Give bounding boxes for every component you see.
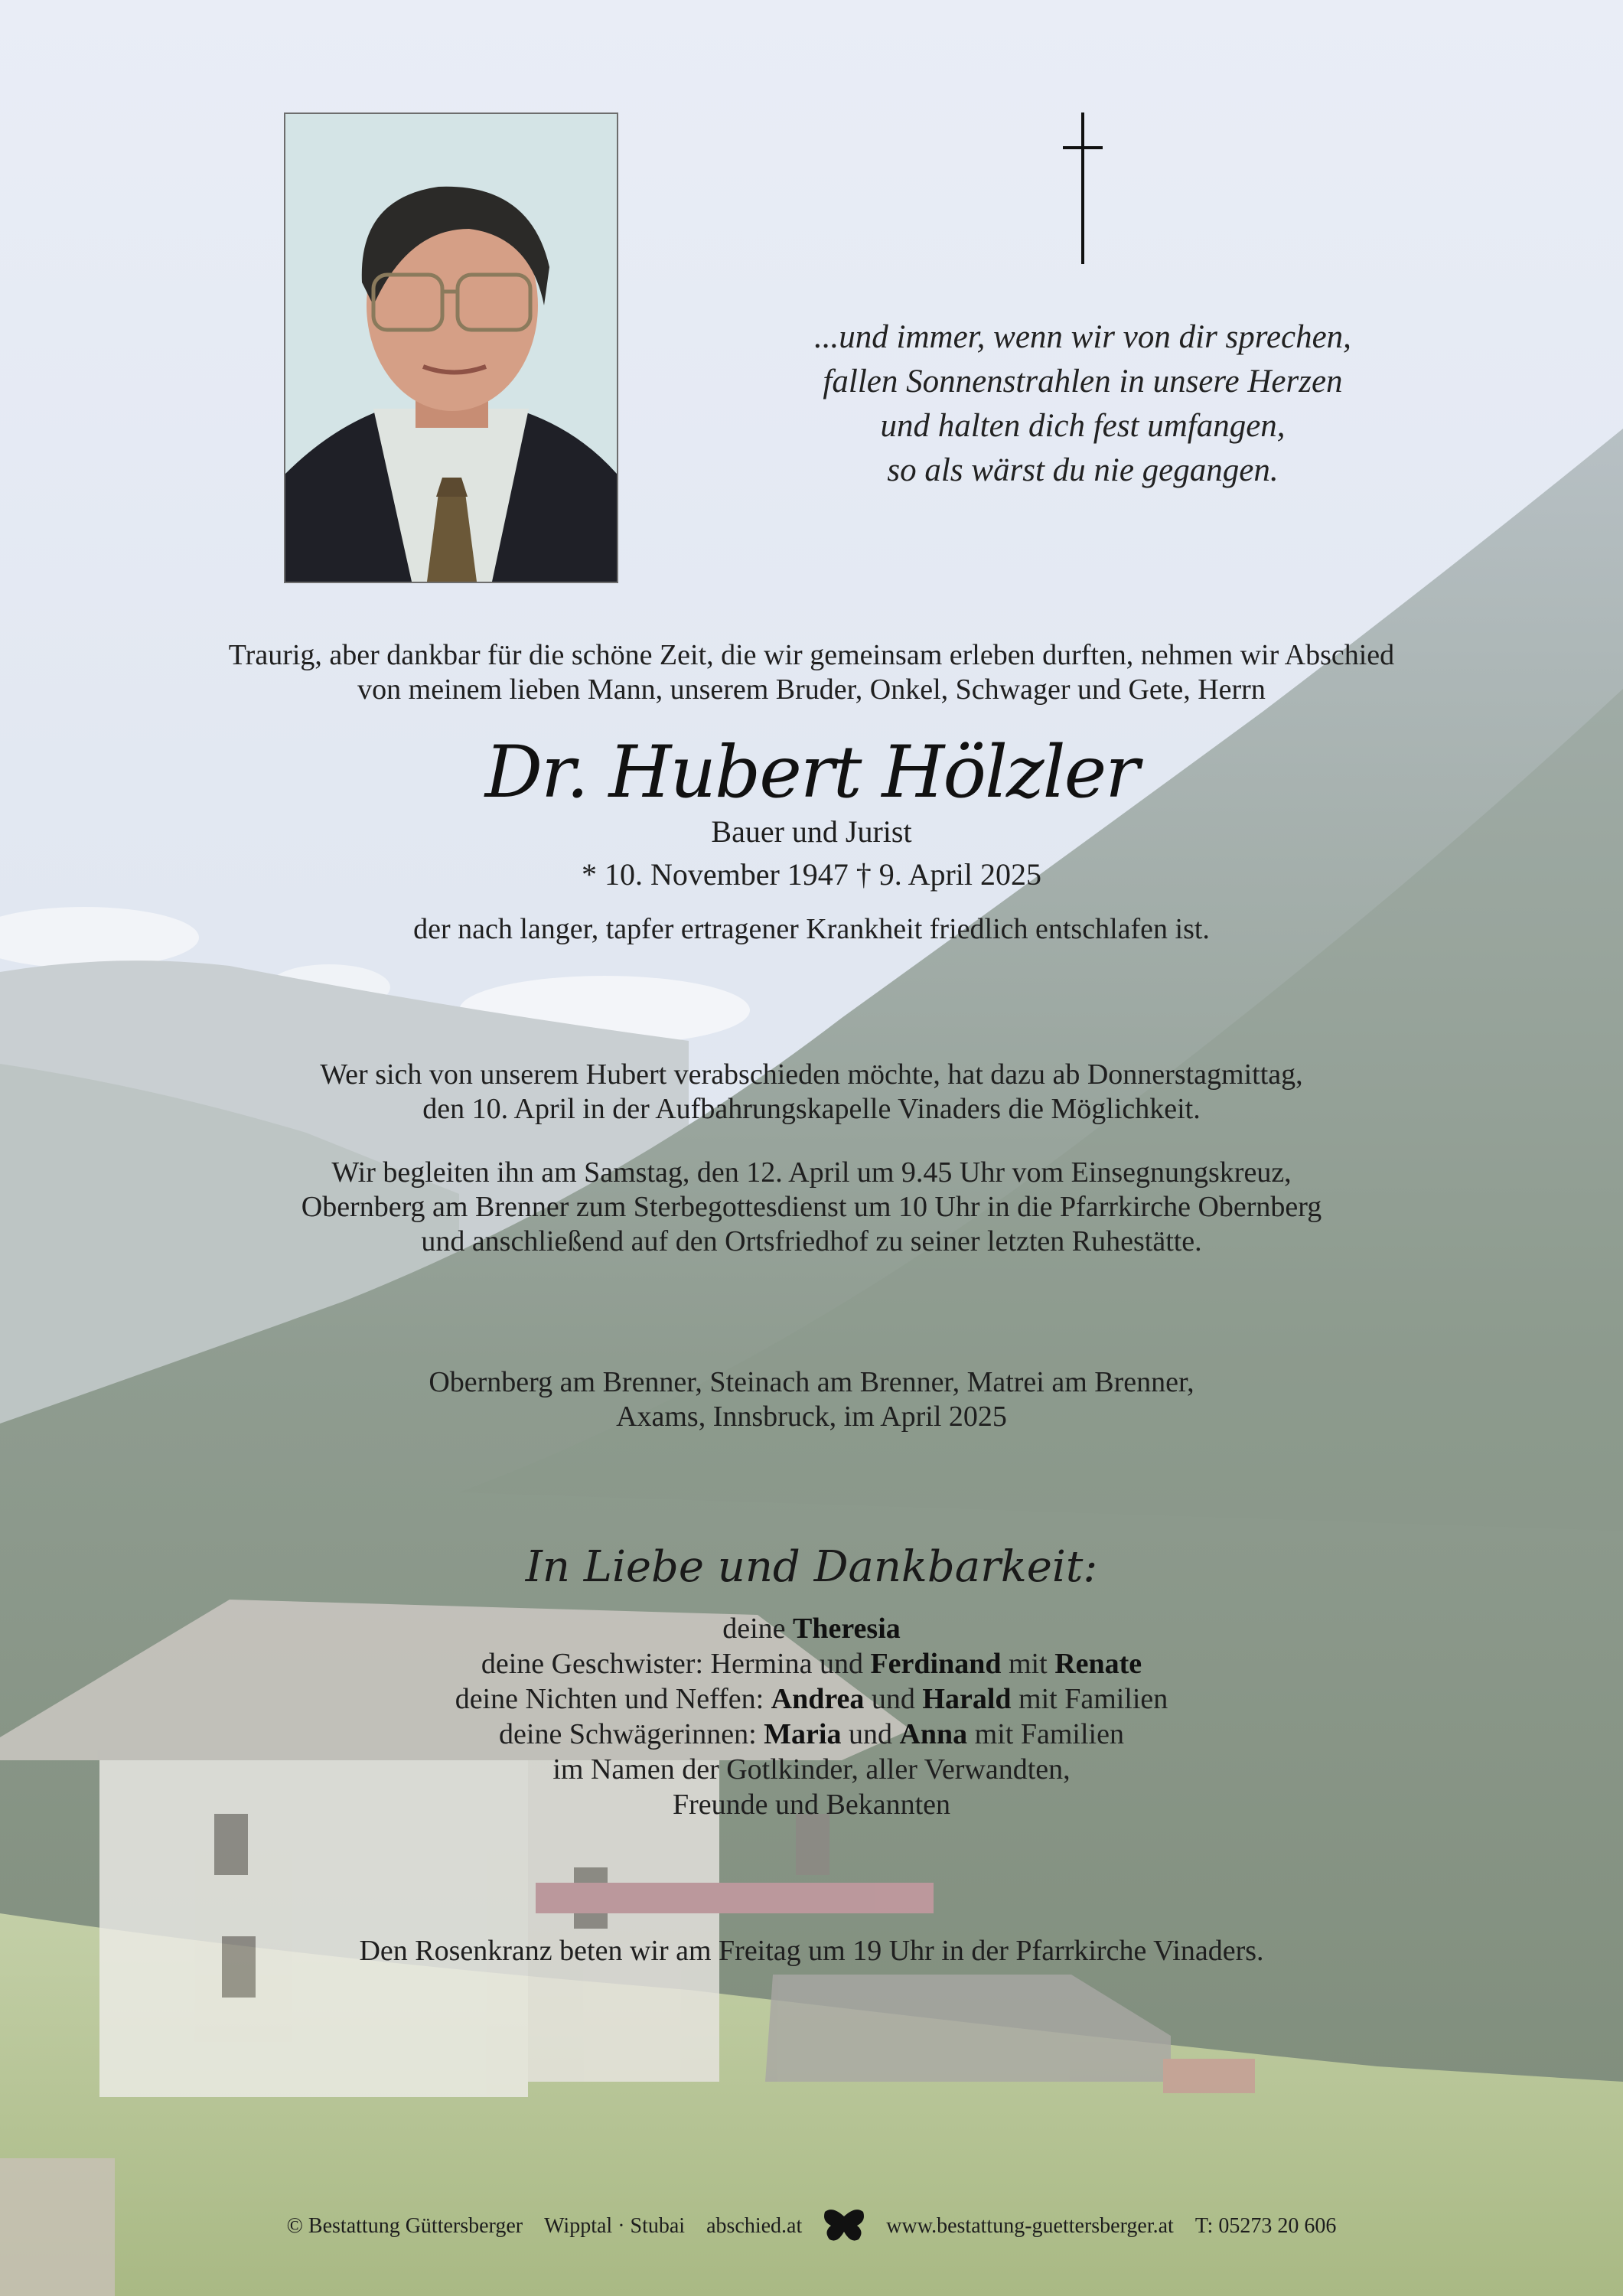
quote-line: fallen Sonnenstrahlen in unsere Herzen — [823, 364, 1343, 400]
mourner-line: deine Nichten und Neffen: Andrea und Harald mit Familien — [455, 1683, 1168, 1715]
profession: Bauer und Jurist — [711, 814, 912, 849]
mourner-line: im Namen der Gotlkinder, aller Verwandten, — [552, 1753, 1071, 1786]
intro-line: von meinem lieben Mann, unserem Bruder, Onkel, Schwager und Gete, Herrn — [357, 673, 1266, 706]
rosary-info: Den Rosenkranz beten wir am Freitag um 19 Uhr in der Pfarrkirche Vinaders. — [359, 1935, 1264, 1967]
places-and-date — [0, 1365, 1623, 1434]
intro-line: Traurig, aber dankbar für die schöne Zeit, die wir gemeinsam erleben durften, nehmen wir Abschied — [228, 639, 1395, 671]
butterfly-icon — [823, 2209, 865, 2244]
funeral-line: und anschließend auf den Ortsfriedhof zu seiner letzten Ruhestätte. — [421, 1225, 1202, 1257]
mourner-line: Freunde und Bekannten — [672, 1789, 951, 1821]
mourner-line: deine Geschwister: Hermina und Ferdinand mit Renate — [481, 1648, 1142, 1680]
funeral-line: Obernberg am Brenner zum Sterbegottesdienst um 10 Uhr in die Pfarrkirche Obernberg — [301, 1191, 1322, 1223]
deceased-name: Dr. Hubert Hölzler — [484, 731, 1139, 814]
viewing-info — [0, 1058, 1623, 1127]
footer — [0, 2209, 1623, 2244]
footer-region: Wipptal · Stubai — [544, 2214, 686, 2238]
intro-text — [0, 638, 1623, 707]
quote-line: ...und immer, wenn wir von dir sprechen, — [814, 319, 1351, 355]
quote-line: und halten dich fest umfangen, — [880, 408, 1286, 444]
mourners-list — [0, 1611, 1623, 1822]
funeral-line: Wir begleiten ihn am Samstag, den 12. April um 9.45 Uhr vom Einsegnungskreuz, — [331, 1156, 1292, 1189]
cross-icon — [1061, 113, 1104, 264]
footer-website[interactable]: www.bestattung-guettersberger.at — [886, 2214, 1174, 2238]
portrait-image — [285, 114, 617, 582]
places-line: Obernberg am Brenner, Steinach am Brenner, Matrei am Brenner, — [429, 1366, 1194, 1398]
footer-phone: T: 05273 20 606 — [1194, 2214, 1337, 2238]
life-dates: * 10. November 1947 † 9. April 2025 — [581, 857, 1042, 892]
footer-short-site[interactable]: abschied.at — [706, 2214, 803, 2238]
mourner-line: deine Schwägerinnen: Maria und Anna mit Familien — [499, 1718, 1124, 1750]
closing-heading: In Liebe und Dankbarkeit: — [525, 1542, 1098, 1592]
memorial-quote — [735, 315, 1431, 493]
portrait-photo — [284, 113, 618, 583]
quote-line: so als wärst du nie gegangen. — [887, 452, 1279, 488]
mourner-line: deine Theresia — [722, 1613, 901, 1645]
footer-copyright: © Bestattung Güttersberger — [286, 2214, 523, 2238]
viewing-line: Wer sich von unserem Hubert verabschieden möchte, hat dazu ab Donnerstagmittag, — [320, 1058, 1303, 1091]
passing-text: der nach langer, tapfer ertragener Krankheit friedlich entschlafen ist. — [413, 913, 1210, 945]
viewing-line: den 10. April in der Aufbahrungskapelle Vinaders die Möglichkeit. — [422, 1093, 1201, 1125]
places-line: Axams, Innsbruck, im April 2025 — [616, 1401, 1007, 1433]
funeral-info — [0, 1156, 1623, 1259]
